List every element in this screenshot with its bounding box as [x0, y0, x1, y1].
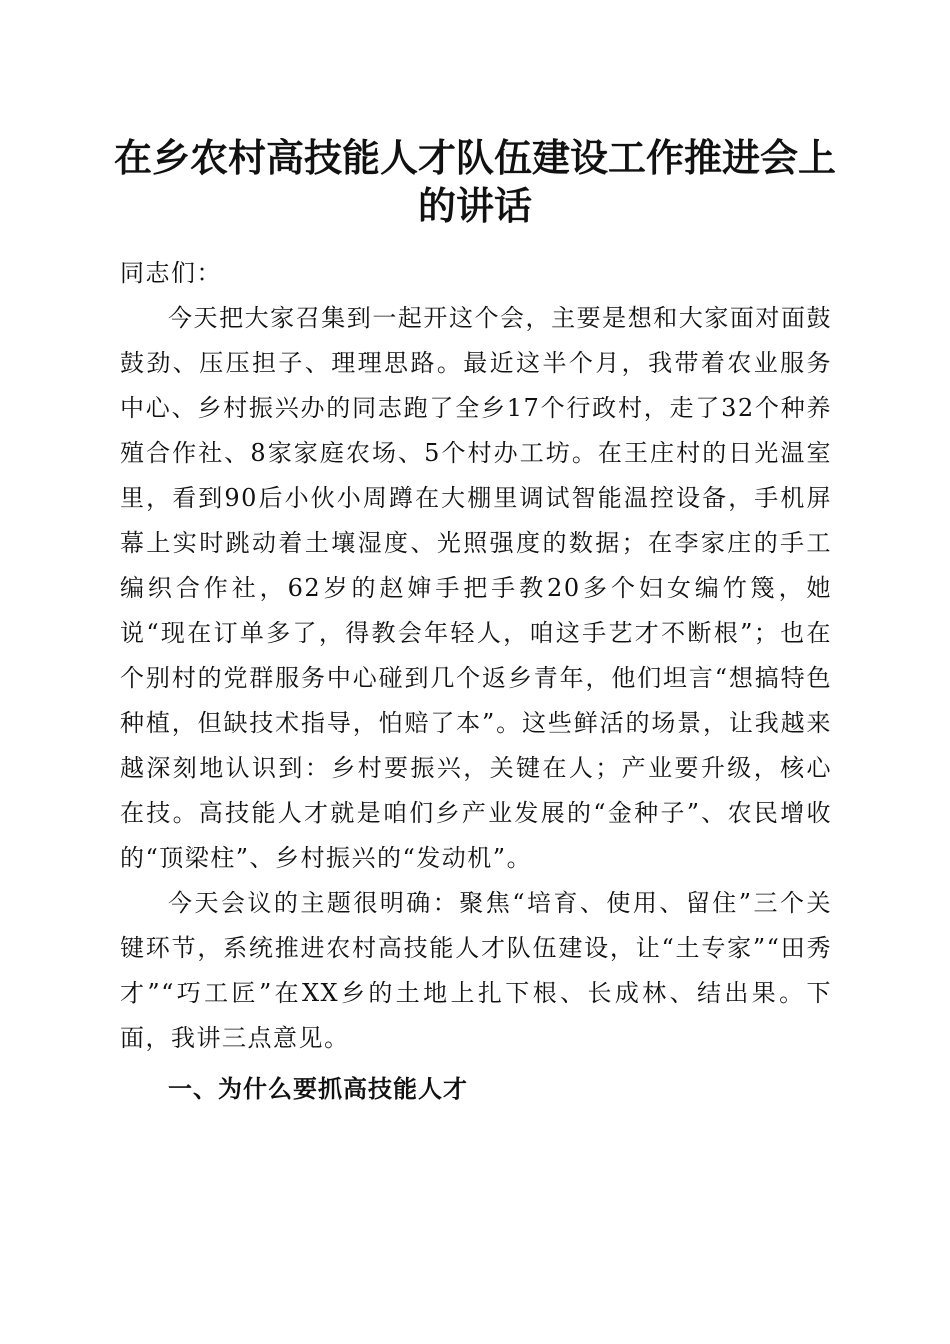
salutation: 同志们：: [120, 259, 222, 287]
section-heading: 一、为什么要抓高技能人才: [168, 1075, 468, 1103]
paragraph-intro: 今天把大家召集到一起开这个会，主要是想和大家面对面鼓鼓劲、压压担子、理理思路。最近这半个月，我带着农业服务中心、乡村振兴办的同志跑了全乡17个行政村，走了32个种养殖合作社、8家家庭农场、5个村办工坊。在王庄村的日光温室里，看到90后小伙小周蹲在大棚里调试智能温控设备，手机屏幕上实时跳动着土壤湿度、光照强度的数据；在李家庄的手工编织合作社，62岁的赵婶手把手教20多个妇女编竹篾，她说“现在订单多了，得教会年轻人，咱这手艺才不断根”；也在个别村的党群服务中心碰到几个返乡青年，他们坦言“想搞特色种植，但缺技术指导，怕赔了本”。这些鲜活的场景，让我越来越深刻地认识到：乡村要振兴，关键在人；产业要升级，核心在技。高技能人才就是咱们乡产业发展的“金种子”、农民增收的“顶梁柱”、乡村振兴的“发动机”。: [120, 304, 832, 872]
paragraph-meeting-theme: 今天会议的主题很明确：聚焦“培育、使用、留住”三个关键环节，系统推进农村高技能人才队伍建设，让“土专家”“田秀才”“巧工匠”在XX乡的土地上扎下根、长成林、结出果。下面，我讲三点意见。: [120, 889, 832, 1052]
document-body: [120, 251, 832, 1112]
document-title: 在乡农村高技能人才队伍建设工作推进会上的讲话: [113, 135, 836, 228]
